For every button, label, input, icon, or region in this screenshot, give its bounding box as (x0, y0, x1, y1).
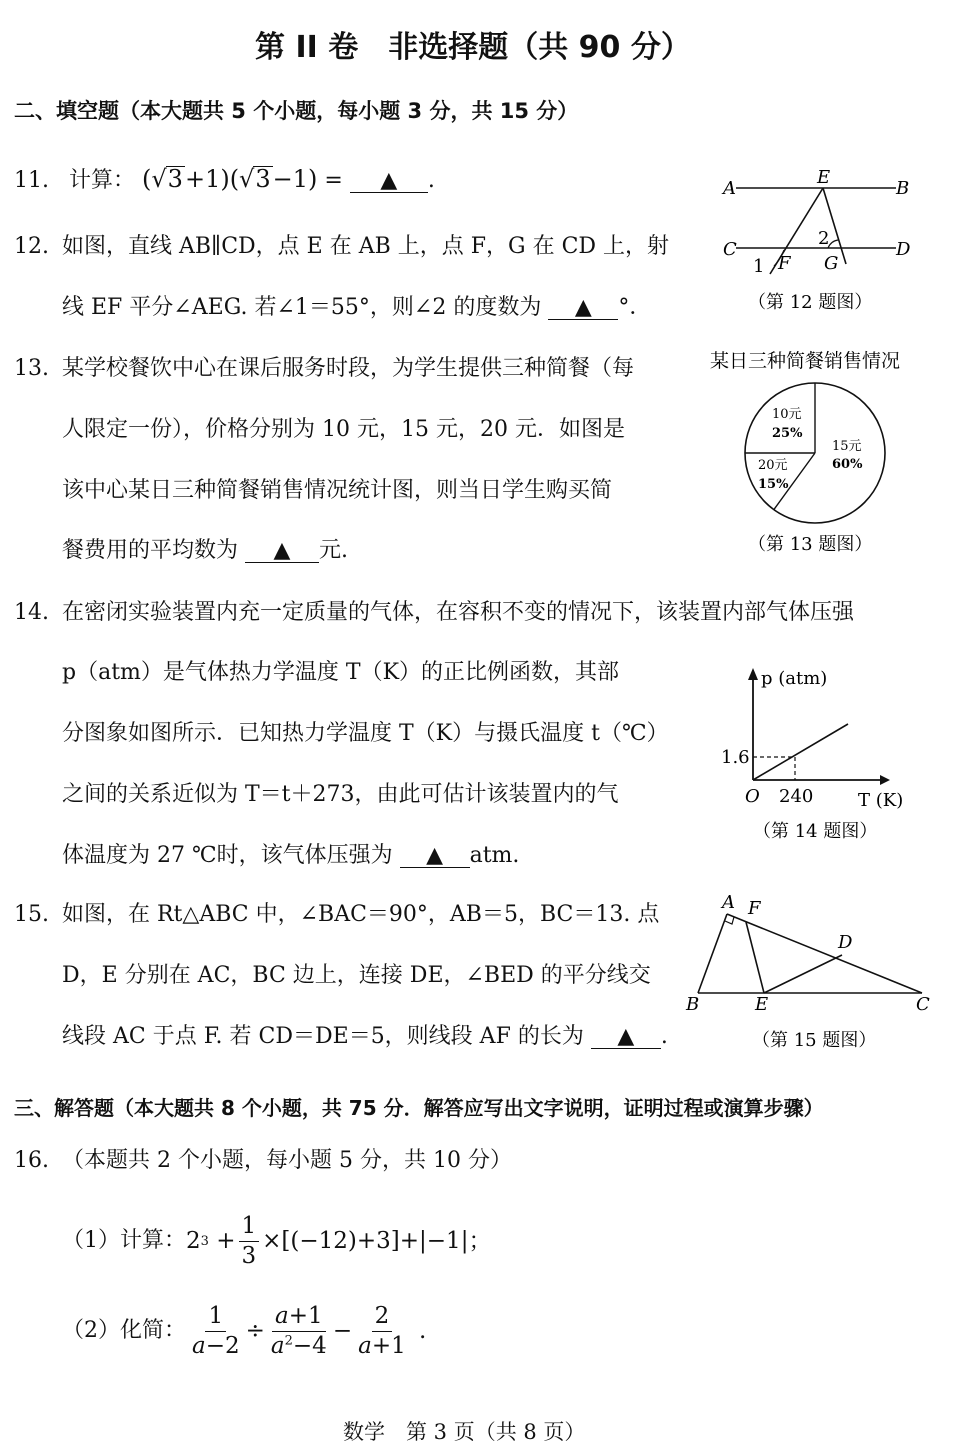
question-14-line1 (14, 602, 854, 624)
slice-pct-15: 60% (832, 457, 863, 472)
part-label: （2）化简： (62, 1318, 186, 1344)
pie-slices (745, 383, 885, 523)
question-text: atm. (469, 843, 520, 868)
slice-pct-20: 15% (758, 477, 789, 492)
question-11 (14, 166, 435, 193)
label-E: E (755, 994, 769, 1015)
answer-blank: ▲ (245, 540, 319, 563)
question-text: 计算： (69, 168, 136, 193)
figure-caption: （第 15 题图） (752, 1030, 877, 1051)
question-13-line2: 人限定一份），价格分别为 10 元，15 元，20 元．如图是 (62, 417, 625, 442)
question-number: 13. (14, 356, 49, 381)
x-tick-label: 240 (779, 786, 814, 807)
figure-15-triangle (682, 890, 944, 1055)
question-16-part1 (62, 1212, 491, 1271)
question-13-line3: 该中心某日三种简餐销售情况统计图，则当日学生购买简 (62, 478, 613, 503)
math-expression: 2 3 + $\frac{1}{3}$ ×[(−12)+3]+|−1|； (186, 1213, 492, 1269)
x-axis-label: T (K) (858, 790, 904, 811)
label-A: A (722, 892, 735, 913)
question-12-line1 (14, 236, 669, 258)
label-D: D (838, 932, 853, 953)
question-text: 如图，直线 AB∥CD，点 E 在 AB 上，点 F，G 在 CD 上，射 (62, 234, 670, 259)
chart-title: 某日三种简餐销售情况 (710, 350, 901, 372)
label-angle-1: 1 (753, 256, 765, 277)
y-tick-label: 1.6 (721, 747, 750, 768)
question-text: 线段 AC 于点 F. 若 CD＝DE＝5，则线段 AF 的长为 (62, 1024, 584, 1049)
question-15-line3 (62, 1026, 668, 1049)
label-B: B (686, 994, 700, 1015)
question-13-line4 (62, 540, 348, 563)
answer-blank: ▲ (350, 170, 428, 193)
question-number: 14. (14, 600, 49, 625)
question-13-line1 (14, 358, 634, 380)
figure-12 (718, 166, 918, 321)
figure-caption: （第 13 题图） (748, 534, 873, 555)
page-footer: 数学 第 3 页（共 8 页） (343, 1420, 586, 1444)
equals-sign: = (324, 168, 343, 193)
part-label: （1）计算： (62, 1228, 186, 1254)
y-axis-label: p (atm) (761, 668, 828, 689)
question-text: 某学校餐饮中心在课后服务时段，为学生提供三种简餐（每 (62, 356, 635, 381)
label-A: A (723, 178, 736, 199)
question-12-line2 (62, 297, 651, 320)
question-text: （本题共 2 个小题，每小题 5 分，共 10 分） (62, 1148, 512, 1173)
answer-blank: ▲ (400, 845, 470, 868)
figure-caption: （第 14 题图） (753, 821, 878, 842)
slice-label-10: 10元 (772, 407, 802, 422)
question-number: 12. (14, 234, 49, 259)
question-15-line2: D，E 分别在 AC，BC 边上，连接 DE，∠BED 的平分线交 (62, 963, 651, 988)
question-text: 体温度为 27 ℃时，该气体压强为 (62, 843, 393, 868)
label-D: D (896, 239, 911, 260)
math-expression: (√3+1)(√3−1) (142, 165, 318, 193)
page-title: 第 II 卷 非选择题（共 90 分） (255, 30, 691, 65)
question-text: 如图，在 Rt△ABC 中，∠BAC＝90°，AB＝5，BC＝13. 点 (62, 902, 660, 927)
label-G: G (824, 253, 839, 274)
question-text: 元. (319, 538, 349, 563)
figure-caption: （第 12 题图） (748, 292, 873, 313)
answer-blank: ▲ (591, 1026, 661, 1049)
question-number: 16. (14, 1148, 49, 1173)
slice-label-15: 15元 (832, 439, 862, 454)
question-14-line3: 分图象如图所示．已知热力学温度 T（K）与摄氏温度 t（℃） (62, 721, 669, 746)
question-text: . (660, 1024, 668, 1049)
period: . (427, 168, 435, 193)
question-text: 餐费用的平均数为 (62, 538, 239, 563)
question-number: 15. (14, 902, 49, 927)
slice-pct-10: 25% (772, 426, 803, 441)
math-expression: $\frac{1}{a-2}$ ÷ $\frac{a+1}{a^2-4}$ − $\frac{2}{a+1}$ . (192, 1303, 427, 1359)
answer-blank: ▲ (548, 297, 618, 320)
label-E: E (817, 167, 831, 188)
label-F: F (748, 898, 761, 919)
origin-label: O (745, 786, 760, 807)
question-14-line4: 之间的关系近似为 T＝t＋273，由此可估计该装置内的气 (62, 782, 619, 807)
label-C: C (723, 239, 737, 260)
question-15-line1 (14, 904, 659, 926)
question-16-part2 (62, 1302, 426, 1361)
question-text: 在密闭实验装置内充一定质量的气体，在容积不变的情况下，该装置内部气体压强 (62, 600, 855, 625)
question-14-line5 (62, 845, 519, 868)
question-number: 11. (14, 168, 49, 193)
label-F: F (778, 253, 791, 274)
label-C: C (916, 994, 930, 1015)
section-heading-answers: 三、解答题（本大题共 8 个小题，共 75 分．解答应写出文字说明，证明过程或演算步骤） (14, 1096, 824, 1120)
label-angle-2: 2 (818, 228, 830, 249)
section-heading-fill-in: 二、填空题（本大题共 5 个小题，每小题 3 分，共 15 分） (14, 99, 579, 123)
question-14-line2: p（atm）是气体热力学温度 T（K）的正比例函数，其部 (62, 660, 620, 685)
slice-label-20: 20元 (758, 458, 788, 473)
question-16-intro (14, 1150, 512, 1172)
label-B: B (896, 178, 910, 199)
figure-14-graph (715, 662, 915, 847)
question-text: 线 EF 平分∠AEG. 若∠1＝55°，则∠2 的度数为 (62, 295, 542, 320)
figure-13-pie-chart (700, 345, 940, 560)
question-text: °． (618, 295, 652, 320)
